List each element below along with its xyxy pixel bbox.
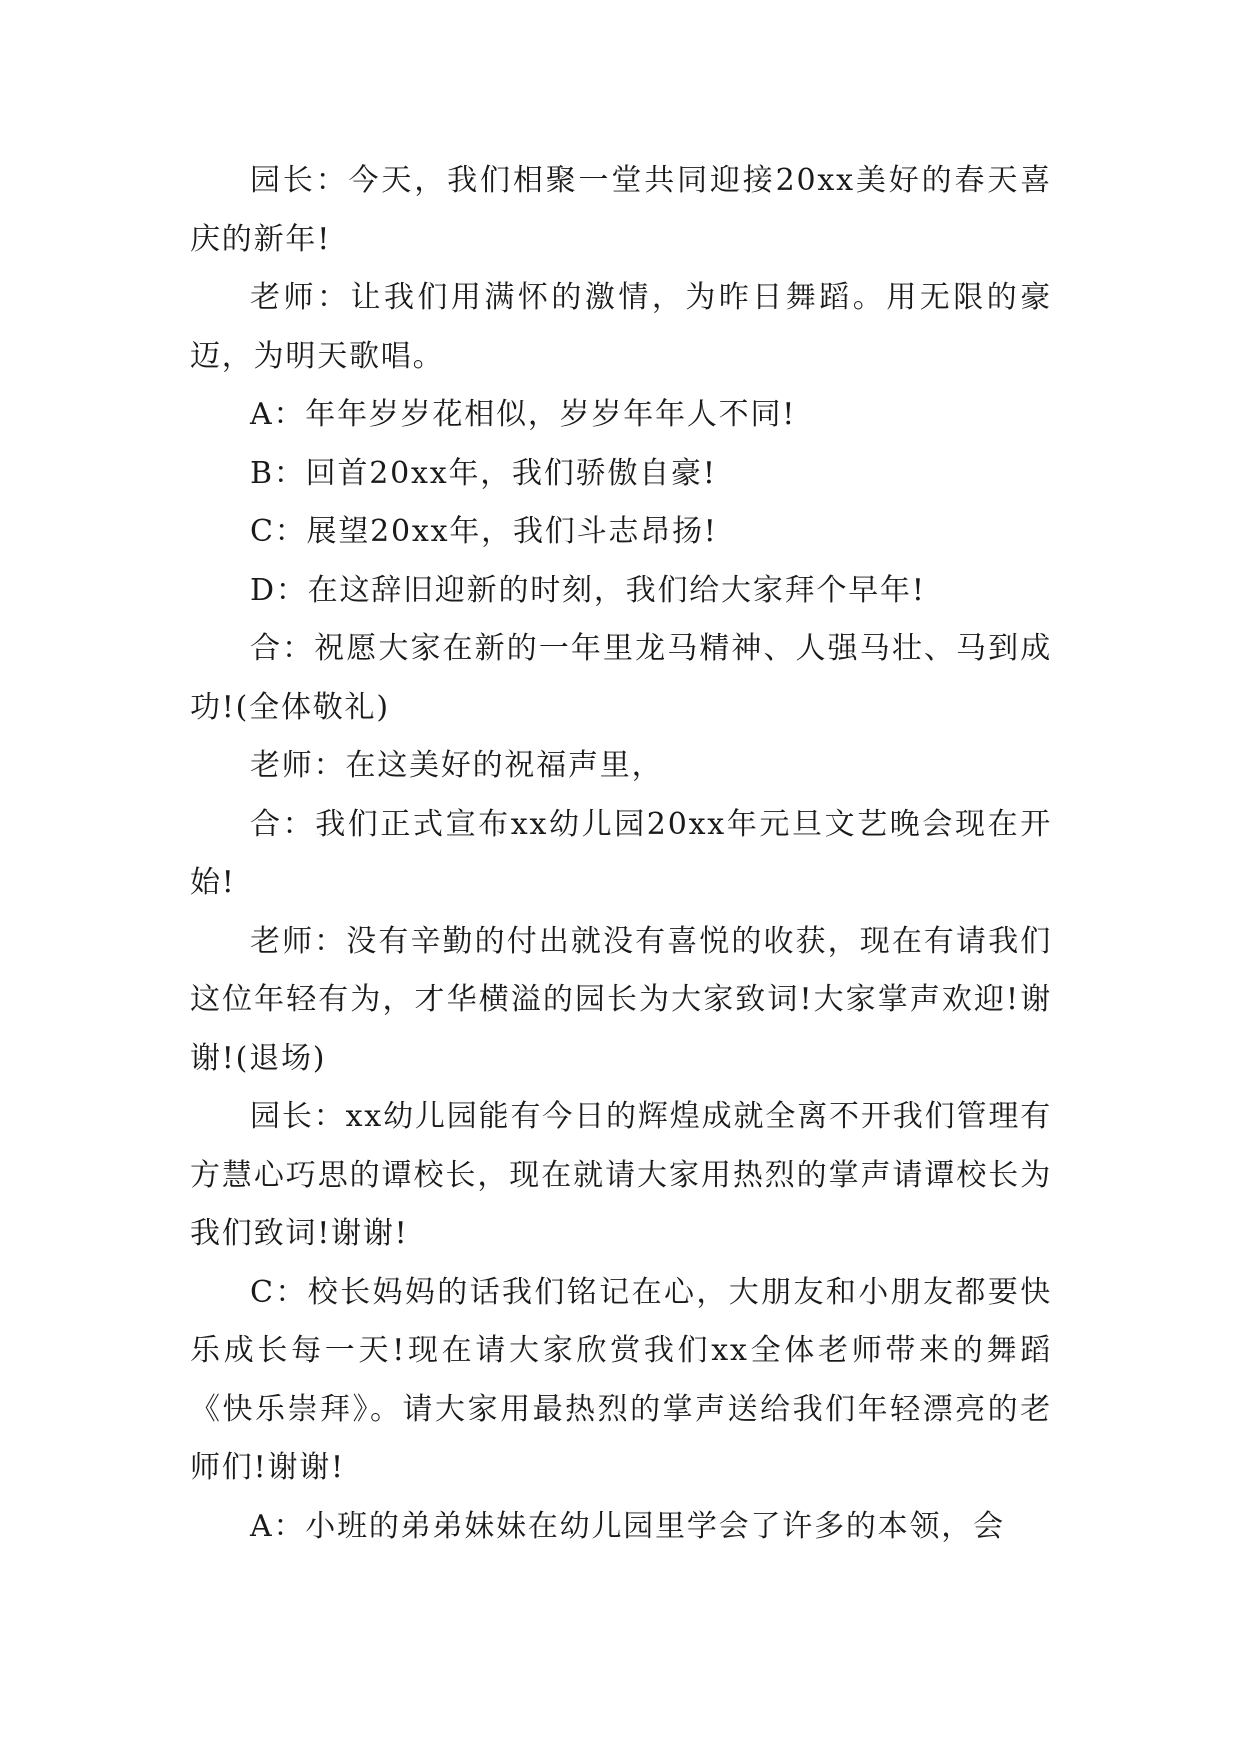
paragraph: 园长：xx幼儿园能有今日的辉煌成就全离不开我们管理有方慧心巧思的谭校长，现在就请大家用热烈的掌声请谭校长为我们致词!谢谢! bbox=[190, 1099, 1052, 1251]
paragraph: 老师：让我们用满怀的激情，为昨日舞蹈。用无限的豪迈，为明天歌唱。 bbox=[190, 280, 1052, 374]
paragraph: A：年年岁岁花相似，岁岁年年人不同! bbox=[250, 397, 797, 432]
paragraph: C：展望20xx年，我们斗志昂扬! bbox=[250, 514, 718, 549]
document-body bbox=[190, 152, 1052, 1556]
paragraph: D：在这辞旧迎新的时刻，我们给大家拜个早年! bbox=[250, 572, 926, 608]
paragraph: 合：我们正式宣布xx幼儿园20xx年元旦文艺晚会现在开始! bbox=[190, 806, 1052, 900]
paragraph: 老师：没有辛勤的付出就没有喜悦的收获，现在有请我们这位年轻有为，才华横溢的园长为大家致词!大家掌声欢迎!谢谢!(退场) bbox=[190, 923, 1052, 1076]
paragraph: 合：祝愿大家在新的一年里龙马精神、人强马壮、马到成功!(全体敬礼) bbox=[190, 631, 1052, 725]
paragraph: 老师：在这美好的祝福声里， bbox=[250, 748, 664, 783]
paragraph: B：回首20xx年，我们骄傲自豪! bbox=[250, 455, 717, 491]
paragraph: 园长：今天，我们相聚一堂共同迎接20xx美好的春天喜庆的新年! bbox=[190, 163, 1052, 257]
paragraph: A：小班的弟弟妹妹在幼儿园里学会了许多的本领，会 bbox=[250, 1508, 1005, 1544]
paragraph: C：校长妈妈的话我们铭记在心，大朋友和小朋友都要快乐成长每一天!现在请大家欣赏我们xx全体老师带来的舞蹈《快乐崇拜》。请大家用最热烈的掌声送给我们年轻漂亮的老师们!谢谢! bbox=[190, 1274, 1052, 1485]
